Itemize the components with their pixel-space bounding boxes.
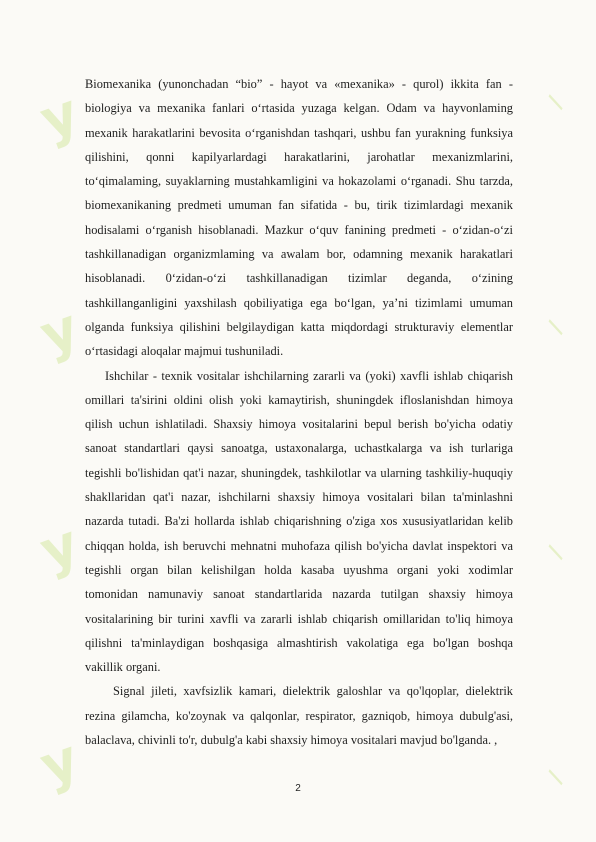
watermark-mark: / [543, 92, 569, 113]
document-body [85, 72, 513, 752]
watermark-left [32, 80, 88, 799]
watermark-mark: y [32, 726, 88, 799]
paragraph-protective-equipment: Ishchilar - texnik vositalar ishchilarning zararli va (yoki) xavfli ishlab chiqarish omillari ta'sirini oldini olish yoki kamaytirish, shuningdek ifloslanishdan himoya qilish uchun ishlatiladi. Shaxsiy himoya vositalarini bepul berish bo'yicha odatiy sanoat standartlari qaysi sanoatga, ustaxonalarga, uchastkalarga va ish turlariga tegishli bo'lishidan qat'i nazar, shuningdek, tashkilotlar va ularning tashkiliy-huquqiy shakllaridan qat'i nazar, ishchilarni shaxsiy himoya vositalari bilan ta'minlashni nazarda tutadi. Ba'zi hollarda ishlab chiqarishning o'ziga xos xususiyatlaridan kelib chiqqan holda, ish beruvchi mehnatni muhofaza qilish bo'yicha davlat inspektori va tegishli organ bilan kelishilgan holda kasaba uyushma organi yoki xodimlar tomonidan namunaviy sanoat standartlarida nazarda tutilgan shaxsiy himoya vositalarining bir turini xavfli va zararli ishlab chiqarish omillaridan to'liq himoya qilishni ta'minlaydigan boshqasiga almashtirish vakolatiga ega bo'lgan boshqa vakillik organi. [85, 368, 513, 675]
page-number: 2 [295, 783, 301, 794]
watermark-mark: y [32, 511, 88, 583]
watermark-mark: y [32, 296, 88, 368]
paragraph-equipment-list: Signal jileti, xavfsizlik kamari, dielektrik galoshlar va qo'lqoplar, dielektrik rezina gilamcha, ko'zoynak va qalqonlar, respirator, gazniqob, himoya dubulg'asi, balaclava, chivinli to'r, dubulg'a kabi shaxsiy himoya vositalari mavjud bo'lganda. , [85, 684, 513, 748]
watermark-mark: / [543, 542, 569, 563]
watermark-right [526, 90, 586, 790]
watermark-mark: / [543, 767, 569, 788]
paragraph-biomechanics: Biomexanika (yunonchadan “bio” - hayot va «mexanika» - qurol) ikkita fan - biologiya va mexanika fanlari o‘rtasida yuzaga kelgan. Odam va hayvonlaming mexanik harakatlarini bevosita o‘rganishdan tashqari, ushbu fan yurakning funksiya qilishini, qonni kapilyarlardagi harakatlarini, jarohatlar mexanizmlarini, to‘qimalaming, suyaklarning mustahkamligini va hokazolami o‘rganadi. Shu tarzda, biomexanikaning predmeti umuman fan sifatida - bu, tirik tizimlardagi mexanik hodisalami o‘rganish hisoblanadi. Mazkur o‘quv fanining predmeti - o‘zidan-o‘zi tashkillanadigan organizmlaming va awalam bor, odamning mexanik harakatlari hisoblanadi. 0‘zidan-o‘zi tashkillanadigan tizimlar deganda, o‘zining tashkillanganligini yaxshilash qobiliyatiga ega bo‘lgan, ya’ni tizimlami umuman olganda funksiya qilishini belgilaydigan katta miqdordagi strukturaviy elementlar o‘rtasidagi aloqalar majmui tushuniladi. [85, 77, 513, 359]
watermark-mark: y [32, 80, 88, 153]
watermark-mark: / [543, 317, 569, 338]
